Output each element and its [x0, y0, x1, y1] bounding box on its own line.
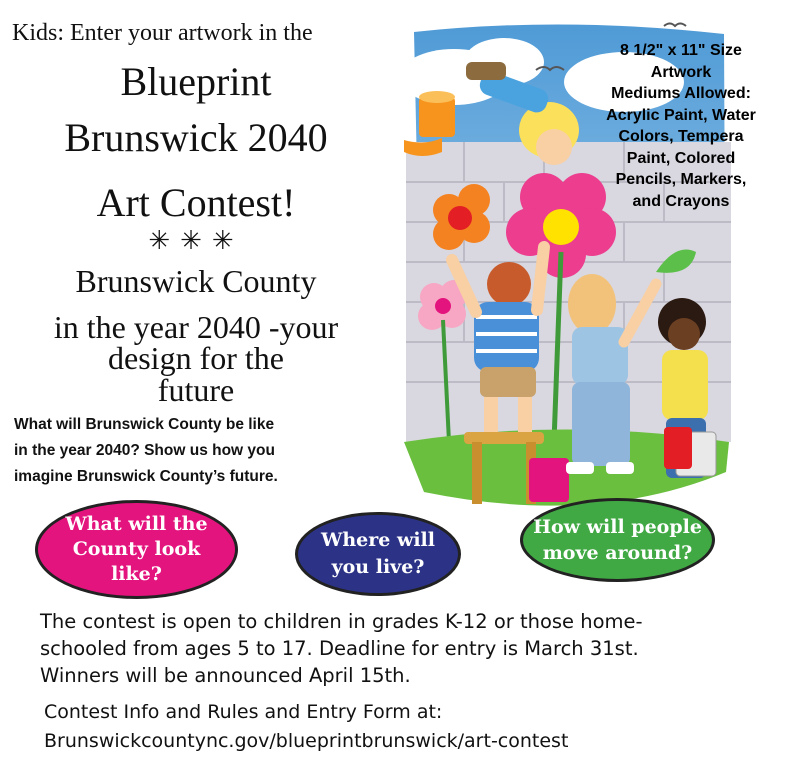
- move-around-bubble: [520, 498, 715, 582]
- question-text: [14, 412, 396, 490]
- where-live-bubble: [295, 512, 461, 596]
- question-line-2: in the year 2040? Show us how you: [14, 442, 275, 459]
- details-line-2: schooled from ages 5 to 17. Deadline for entry is March 31st.: [40, 637, 639, 660]
- subtitle-line-2: in the year 2040 -your: [53, 309, 339, 345]
- info-line-8: and Crayons: [632, 192, 730, 210]
- artwork-info-box: [575, 40, 787, 212]
- title-line-2: Brunswick 2040: [64, 115, 328, 160]
- county-look-bubble: [35, 500, 238, 599]
- info-line-5: Colors, Tempera: [618, 128, 744, 145]
- question-line-3: imagine Brunswick County’s future.: [14, 468, 278, 485]
- title-line-3: Art Contest!: [96, 180, 296, 225]
- subtitle-line-3: design for the: [108, 340, 284, 376]
- contest-details: [40, 608, 760, 689]
- info-line-1: 8 1/2" x 11" Size: [620, 42, 742, 59]
- question-line-1: What will Brunswick County be like: [14, 416, 275, 433]
- intro-text: Kids: Enter your artwork in the: [12, 20, 313, 46]
- star-divider: ✳✳✳: [148, 226, 244, 255]
- details-line-1: The contest is open to children in grades K-12 or those home-: [40, 610, 643, 633]
- bubble-move-line-1: How will people: [533, 516, 702, 538]
- bubble-look-line-3: like?: [111, 563, 162, 585]
- title-line-1: Blueprint: [120, 59, 272, 104]
- info-line-6: Paint, Colored: [626, 149, 736, 167]
- info-line-4: Acrylic Paint, Water: [606, 106, 756, 124]
- bubble-live-line-1: Where will: [321, 529, 435, 551]
- subtitle-line-1: Brunswick County: [75, 263, 317, 299]
- bubble-live-line-2: you live?: [331, 556, 425, 578]
- info-line-7: Pencils, Markers,: [615, 171, 747, 188]
- info-line-3: Mediums Allowed:: [611, 85, 751, 102]
- bubble-look-line-1: What will the: [65, 513, 208, 535]
- subtitle-line-4: future: [157, 372, 235, 408]
- bubble-move-line-2: move around?: [542, 542, 693, 564]
- contest-link-block: [44, 698, 764, 756]
- contest-info-label: Contest Info and Rules and Entry Form at:: [44, 701, 443, 723]
- contest-url[interactable]: Brunswickcountync.gov/blueprintbrunswick/art-contest: [44, 730, 569, 752]
- info-line-2: Artwork: [650, 63, 712, 81]
- details-line-3: Winners will be announced April 15th.: [40, 664, 411, 687]
- bubble-look-line-2: County look: [72, 538, 201, 560]
